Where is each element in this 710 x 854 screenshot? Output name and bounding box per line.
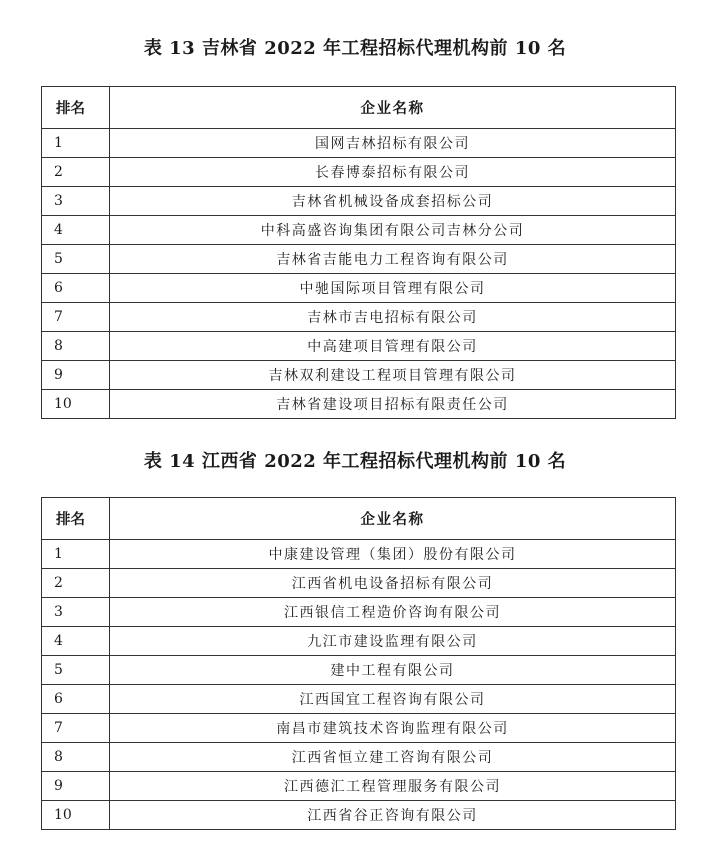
rank-cell: 5: [42, 656, 110, 685]
rank-cell: 9: [42, 361, 110, 390]
table-14-jiangxi: [41, 497, 676, 830]
company-name-cell: 国网吉林招标有限公司: [110, 129, 676, 158]
rank-cell: 1: [42, 540, 110, 569]
rank-cell: 4: [42, 216, 110, 245]
table-row: [42, 274, 676, 303]
rank-cell: 7: [42, 714, 110, 743]
company-name-cell: 吉林省吉能电力工程咨询有限公司: [110, 245, 676, 274]
company-name-cell: 江西银信工程造价咨询有限公司: [110, 598, 676, 627]
table-13-jilin: [41, 86, 676, 419]
rank-cell: 10: [42, 390, 110, 419]
rank-cell: 7: [42, 303, 110, 332]
rank-cell: 2: [42, 569, 110, 598]
company-name-cell: 中康建设管理（集团）股份有限公司: [110, 540, 676, 569]
rank-header: 排名: [42, 498, 110, 540]
table-row: [42, 390, 676, 419]
company-name-cell: 吉林省建设项目招标有限责任公司: [110, 390, 676, 419]
company-name-cell: 九江市建设监理有限公司: [110, 627, 676, 656]
table-row: [42, 303, 676, 332]
table-row: [42, 187, 676, 216]
table-header-row: [42, 87, 676, 129]
rank-cell: 2: [42, 158, 110, 187]
rank-header: 排名: [42, 87, 110, 129]
company-name-header: 企业名称: [110, 87, 676, 129]
company-name-cell: 建中工程有限公司: [110, 656, 676, 685]
company-name-header: 企业名称: [110, 498, 676, 540]
company-name-cell: 吉林市吉电招标有限公司: [110, 303, 676, 332]
table-row: [42, 743, 676, 772]
table-row: [42, 216, 676, 245]
table-row: [42, 801, 676, 830]
table-row: [42, 685, 676, 714]
company-name-cell: 江西德汇工程管理服务有限公司: [110, 772, 676, 801]
table-row: [42, 772, 676, 801]
company-name-cell: 吉林省机械设备成套招标公司: [110, 187, 676, 216]
rank-cell: 6: [42, 685, 110, 714]
company-name-cell: 南昌市建筑技术咨询监理有限公司: [110, 714, 676, 743]
company-name-cell: 江西国宜工程咨询有限公司: [110, 685, 676, 714]
table-row: [42, 598, 676, 627]
table-row: [42, 332, 676, 361]
company-name-cell: 中高建项目管理有限公司: [110, 332, 676, 361]
table-row: [42, 158, 676, 187]
table-header-row: [42, 498, 676, 540]
company-name-cell: 中驰国际项目管理有限公司: [110, 274, 676, 303]
table-row: [42, 714, 676, 743]
rank-cell: 3: [42, 187, 110, 216]
table-13-title: 表 13 吉林省 2022 年工程招标代理机构前 10 名: [143, 38, 567, 59]
rank-cell: 9: [42, 772, 110, 801]
company-name-cell: 江西省机电设备招标有限公司: [110, 569, 676, 598]
table-row: [42, 129, 676, 158]
table-14-title: 表 14 江西省 2022 年工程招标代理机构前 10 名: [143, 451, 567, 472]
table-row: [42, 540, 676, 569]
table-row: [42, 245, 676, 274]
rank-cell: 6: [42, 274, 110, 303]
rank-cell: 4: [42, 627, 110, 656]
company-name-cell: 中科高盛咨询集团有限公司吉林分公司: [110, 216, 676, 245]
table-row: [42, 656, 676, 685]
table-row: [42, 361, 676, 390]
table-row: [42, 627, 676, 656]
company-name-cell: 江西省谷正咨询有限公司: [110, 801, 676, 830]
rank-cell: 10: [42, 801, 110, 830]
rank-cell: 8: [42, 332, 110, 361]
rank-cell: 5: [42, 245, 110, 274]
rank-cell: 8: [42, 743, 110, 772]
rank-cell: 3: [42, 598, 110, 627]
table-row: [42, 569, 676, 598]
company-name-cell: 吉林双利建设工程项目管理有限公司: [110, 361, 676, 390]
company-name-cell: 江西省恒立建工咨询有限公司: [110, 743, 676, 772]
company-name-cell: 长春博泰招标有限公司: [110, 158, 676, 187]
rank-cell: 1: [42, 129, 110, 158]
